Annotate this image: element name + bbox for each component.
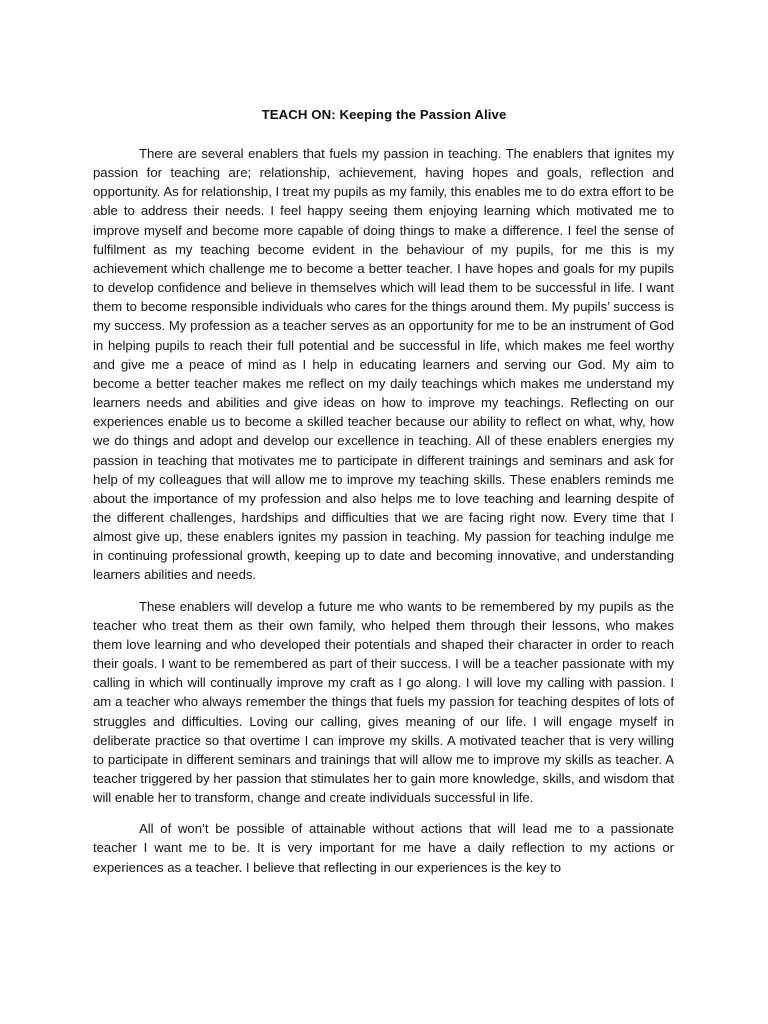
paragraph-3: All of won’t be possible of attainable without actions that will lead me to a passionate teacher I want me to be. It is very important for me have a daily reflection to my actions or experiences as a teacher. I believe that reflecting in our experiences is the key to — [93, 821, 674, 875]
document-title: TEACH ON: Keeping the Passion Alive — [261, 107, 507, 122]
paragraph-1: There are several enablers that fuels my passion in teaching. The enablers that ignites my passion for teaching are; relationship, achievement, having hopes and goals, reflection and opportunity. As for relationship, I treat my pupils as my family, this enables me to do extra effort to be able to address their needs. I feel happy seeing them enjoying learning which motivated me to improve myself and become more capable of doing things to make a difference. I feel the sense of fulfilment as my teaching become evident in the behaviour of my pupils, for me this is my achievement which challenge me to become a better teacher. I have hopes and goals for my pupils to develop confidence and believe in themselves which will lead them to be successful in life. I want them to become responsible individuals who cares for the things around them. My pupils’ success is my success. My profession as a teacher serves as an opportunity for me to be an instrument of God in helping pupils to reach their full potential and be successful in life, which makes me feel worthy and give me a peace of mind as I help in educating learners and serving our God. My aim to become a better teacher makes me reflect on my daily teachings which makes me understand my learners needs and abilities and give ideas on how to improve my teachings. Reflecting on our experiences enable us to become a skilled teacher because our ability to reflect on what, why, how we do things and adopt and develop our excellence in teaching. All of these enablers energies my passion in teaching that motivates me to participate in different trainings and seminars and ask for help of my colleagues that will allow me to improve my teaching skills. These enablers reminds me about the importance of my profession and also helps me to love teaching and learning despite of the different challenges, hardships and difficulties that we are facing right now. Every time that I almost give up, these enablers ignites my passion in teaching. My passion for teaching indulge me in continuing professional growth, keeping up to date and becoming innovative, and understanding learners abilities and needs. — [93, 146, 674, 583]
paragraph-2: These enablers will develop a future me who wants to be remembered by my pupils as the teacher who treat them as their own family, who helped them through their lessons, who makes them love learning and who developed their potentials and shaped their character in order to reach their goals. I want to be remembered as part of their success. I will be a teacher passionate with my calling in which will continually improve my craft as I go along. I will love my calling with passion. I am a teacher who always remember the things that fuels my passion for teaching despites of lots of struggles and difficulties. Loving our calling, gives meaning of our life. I will engage myself in deliberate practice so that overtime I can improve my skills. A motivated teacher that is very willing to participate in different seminars and trainings that will allow me to improve my skills as teacher. A teacher triggered by her passion that stimulates her to gain more knowledge, skills, and wisdom that will enable her to transform, change and create individuals successful in life. — [93, 598, 674, 806]
document-body — [93, 144, 674, 889]
